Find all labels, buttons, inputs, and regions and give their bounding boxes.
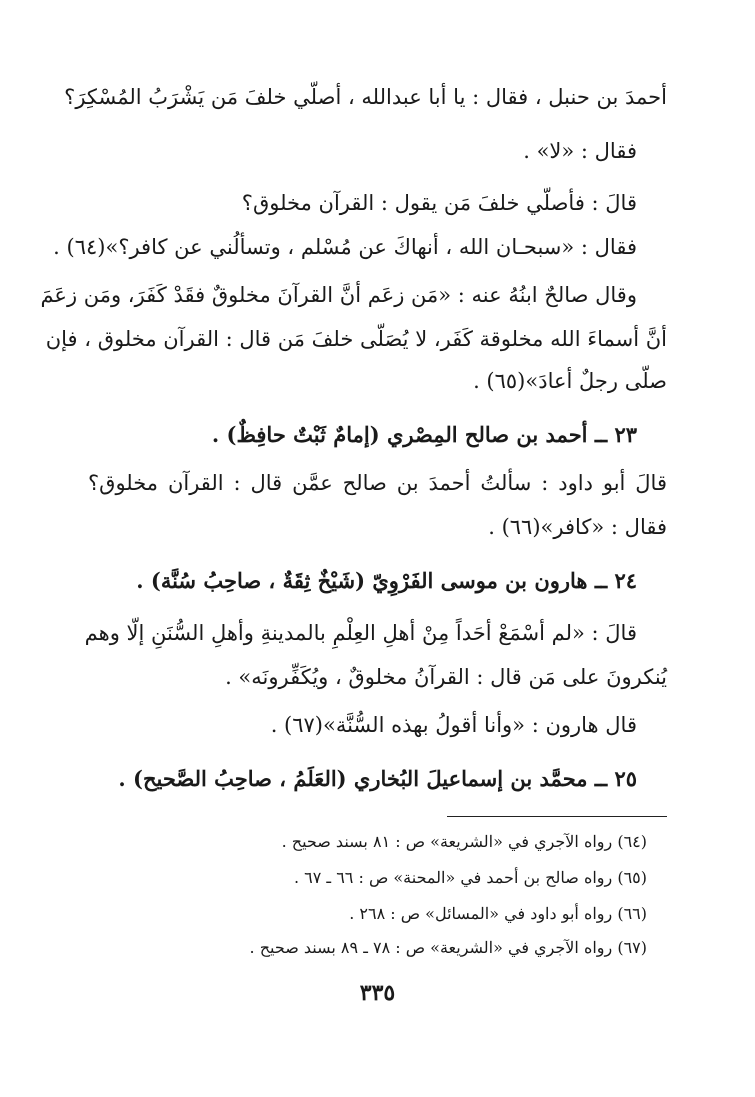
text-line: فقال : «لا» . bbox=[523, 139, 637, 163]
text-line: يُنكرونَ على مَن قال : القرآنُ مخلوقٌ ، ويُكَفِّرونَه» . bbox=[225, 665, 667, 689]
text-line: صلّى رجلٌ أعادَ»(٦٥) . bbox=[473, 369, 667, 393]
text-line: قالَ : «لم أسْمَعْ أحَداً مِنْ أهلِ العِلْمِ بالمدينةِ وأهلِ السُّنَنِ إلّا وهم bbox=[84, 621, 637, 645]
page-number: ٣٣٥ bbox=[359, 980, 396, 1006]
footnote: (٦٤) رواه الآجري في «الشريعة» ص : ٨١ بسند صحيح . bbox=[281, 832, 647, 851]
footnote: (٦٦) رواه أبو داود في «المسائل» ص : ٢٦٨ . bbox=[349, 904, 647, 923]
text-line: قالَ أبو داود : سألتُ أحمدَ بن صالح عمَّن قال : القرآن مخلوق؟ bbox=[88, 471, 667, 495]
text-line: فقال : «كافر»(٦٦) . bbox=[488, 515, 667, 539]
text-line: وقال صالحٌ ابنُهُ عنه : «مَن زعَم أنَّ القرآنَ مخلوقٌ فقَدْ كَفَرَ، ومَن زعَمَ bbox=[40, 283, 637, 307]
entry-heading: ٢٥ ــ محمَّد بن إسماعيلَ البُخاري (العَلَمُ ، صاحِبُ الصَّحيح) . bbox=[118, 766, 637, 791]
footnote-divider bbox=[447, 816, 667, 817]
footnote: (٦٧) رواه الآجري في «الشريعة» ص : ٧٨ ـ ٨٩ بسند صحيح . bbox=[249, 938, 647, 957]
text-line: قال هارون : «وأنا أقولُ بهذه السُّنَّة»(٦٧) . bbox=[270, 713, 637, 737]
text-line: قالَ : فأصلّي خلفَ مَن يقول : القرآن مخلوق؟ bbox=[241, 191, 637, 215]
text-line: أحمدَ بن حنبل ، فقال : يا أبا عبدالله ، أصلّي خلفَ مَن يَشْرَبُ المُسْكِرَ؟ bbox=[64, 85, 667, 109]
entry-heading: ٢٣ ــ أحمد بن صالح المِصْري (إمامٌ ثَبْتٌ حافِظٌ) . bbox=[211, 422, 637, 447]
entry-heading: ٢٤ ــ هارون بن موسى الفَرْوِيّ (شَيْخٌ ثِقَةٌ ، صاحِبُ سُنَّة) . bbox=[136, 568, 637, 593]
text-line: أنَّ أسماءَ الله مخلوقة كَفَر، لا يُصَلّى خلفَ مَن قال : القرآن مخلوق ، فإن bbox=[45, 327, 667, 351]
text-line: فقال : «سبحـان الله ، أنهاكَ عن مُسْلم ، وتسألُني عن كافر؟»(٦٤) . bbox=[53, 235, 637, 259]
footnote: (٦٥) رواه صالح بن أحمد في «المحنة» ص : ٦٦ ـ ٦٧ . bbox=[293, 868, 647, 887]
